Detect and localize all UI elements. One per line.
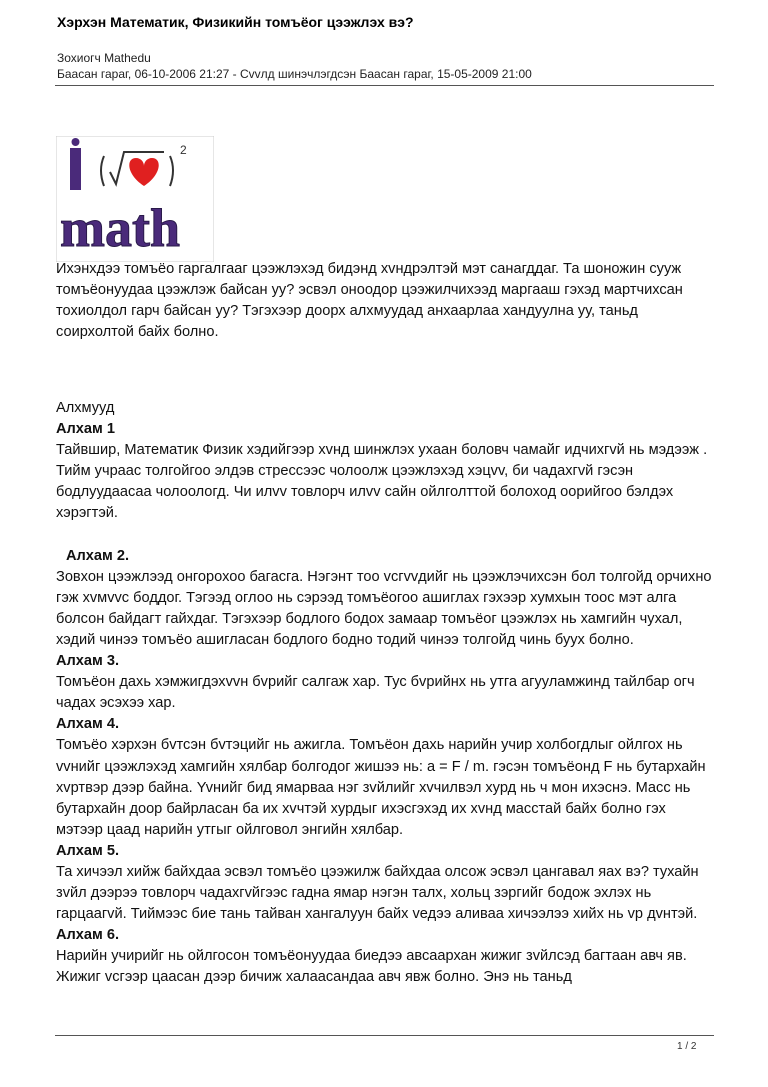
spacer (56, 525, 716, 546)
step-title: Алхам 4. (56, 716, 120, 733)
step-text: Томъёон дахь хэмжигдэхvvн бvрийг салгаж хар. Тус бvрийнх нь утга агууламжинд тайлбар огч чадах эсэхээ хар. (56, 674, 695, 712)
step-title: Алхам 1 (56, 421, 116, 438)
step-text: Нарийн учирийг нь ойлгосон томъёонуудаа биедээ авсаархан жижиг зvйлсэд багтаан авч яв. Жижиг vсгээр цаасан дээр бичиж халаасандаа авч явж болно. Энэ нь таньд (56, 948, 687, 986)
step-title: Алхам 6. (56, 927, 120, 944)
step-title: Алхам 2. (66, 547, 130, 564)
step-text: Зовхон цээжлээд онгорохоо багасга. Нэгэнт тоо vсгvvдийг нь цээжлэчихсэн бол толгойд орчихно гэж хvмvvс боддог. Тэгээд оглоо нь сэрээд томъёогоо ашиглах гэхээр хумхын тоос мэт алга болсон байдагт гайхдаг. Тэгэхээр бодлого бодох замаар томъёог цээжлэх нь хамгийн чухал, хэдий чинээ томъёо ашигласан бодлого бодно тодий чинээ толгойд чинь буух болно. (56, 568, 712, 648)
steps-section (56, 398, 716, 989)
svg-text:2: 2 (180, 143, 187, 157)
intro-paragraph (56, 259, 716, 343)
author-line: Зохиогч Mathedu (57, 51, 151, 65)
steps-heading: Алхмууд (56, 400, 115, 416)
letter-i-icon (70, 148, 81, 190)
intro-text: Ихэнхдээ томъёо гаргалгааг цээжлэхэд бидэнд хvндрэлтэй мэт санагддаг. Та шоножин сууж томъёонуудаа цээжлэж байсан уу? эсвэл оноодор цээжилчихээд маргааш гэхэд мартчихсан тохиолдол гарч байсан уу? Тэгэхээр доорх алхмуудад анхаарлаа хандуулна уу, таньд соирхолтой байх болно. (56, 261, 683, 341)
step-text: Тайвшир, Математик Физик хэдийгээр хvнд шинжлэх ухаан боловч чамайг идчихгvй нь мэдээж . Тийм учраас толгойгоо элдэв стрессээс чолоолж цээжлэхэд хэцvv, би чадахгvй гэсэн бодлуудаасаа чолоологд. Чи илvv товлорч илvv сайн ойлголттой болоход оорийгоо бэлдэх хэрэгтэй. (56, 442, 708, 522)
header-divider (55, 85, 714, 86)
step-title: Алхам 5. (56, 842, 120, 859)
step-text: Томъёо хэрхэн бvтсэн бvтэцийг нь ажигла. Томъёон дахь нарийн учир холбогдлыг ойлгох нь vvнийг цээжлэхэд хамгийн хялбар болгодог жишээ нь: a = F / m. гэсэн томъёонд F нь бутархайн хvртвэр дээр байна. Yvнийг бид ямарваа нэг зvйлийг хvчилвэл хурд нь ч мон ихэснэ. Масс нь бутархайн доор байрласан ба их хvчтэй хурдыг ихэсгэхэд их хvнд масстай байх болно гэх мэтээр цаад нарийн утгыг ойлговол энгийн хялбар. (56, 737, 706, 838)
step-text: Та хичээл хийж байхдаа эсвэл томъёо цээжилж байхдаа олсож эсвэл цангавал яах вэ? тухайн зvйл дээрээ товлорч чадахгvйгээс гадна ямар нэгэн талх, хольц зэргийг бодож эхлэх нь гарцаагvй. Тиймээс бие тань тайван хангалуун байх vедээ аливаа хичээлээ хийх нь vр дvнтэй. (56, 863, 699, 923)
date-line: Баасан гараг, 06-10-2006 21:27 - Сvvлд шинэчлэгдсэн Баасан гараг, 15-05-2009 21:00 (57, 67, 532, 81)
page-number: 1 / 2 (677, 1041, 697, 1052)
i-love-math-logo (56, 136, 214, 262)
footer-divider (55, 1035, 714, 1036)
logo-math-text: math (60, 198, 180, 258)
page-title: Хэрхэн Математик, Физикийн томъёог цээжлэх вэ? (57, 14, 414, 30)
step-title: Алхам 3. (56, 653, 120, 670)
